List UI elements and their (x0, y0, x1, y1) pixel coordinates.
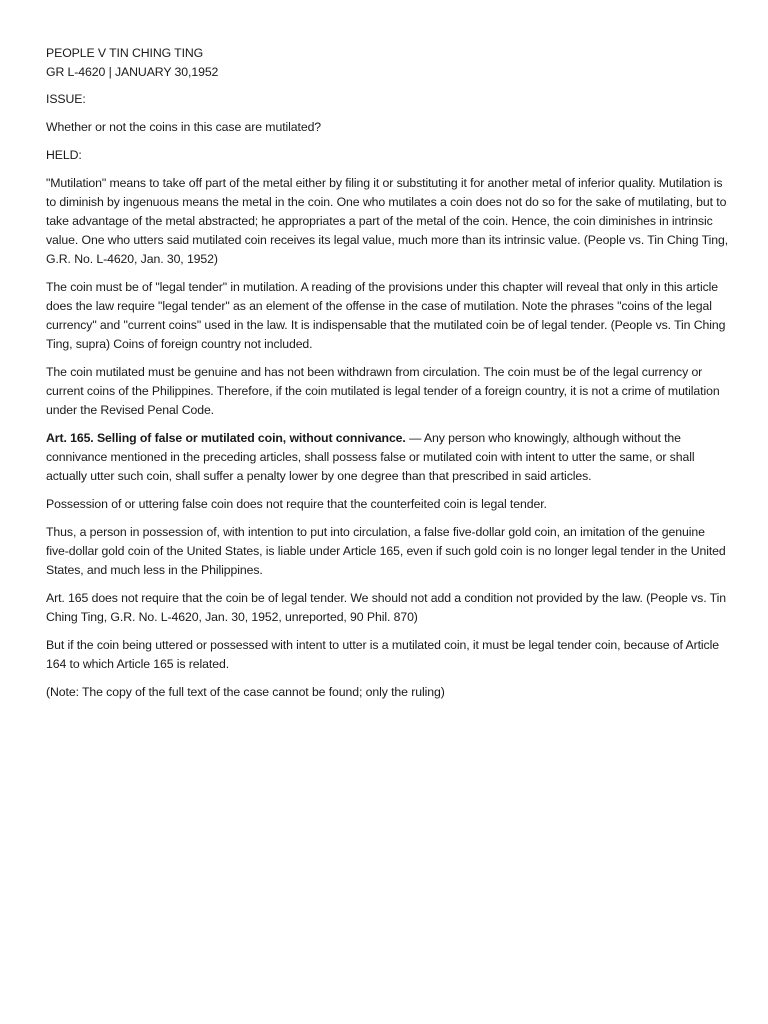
case-number: GR L-4620 | JANUARY 30,1952 (46, 65, 219, 79)
issue-text: Whether or not the coins in this case are mutilated? (46, 120, 322, 134)
paragraph-legal-tender: The coin must be of "legal tender" in mutilation. A reading of the provisions under this chapter will reveal that only in this article does the law require "legal tender" as an element of the offense in the case of mutilation. Note the phrases "coins of the legal currency" and "current coins" used in the law. It is indispensable that the mutilated coin be of legal tender. (People vs. Tin Ching Ting, supra) Coins of foreign country not included. (46, 280, 726, 351)
issue-label: ISSUE: (46, 92, 86, 106)
held-label: HELD: (46, 148, 82, 162)
article-165-heading: Art. 165. Selling of false or mutilated coin, without connivance. (46, 431, 406, 445)
paragraph-possession: Possession of or uttering false coin does not require that the counterfeited coin is legal tender. (46, 497, 547, 511)
document-page (46, 44, 730, 711)
paragraph-mutilation-definition: "Mutilation" means to take off part of the metal either by filing it or substituting it for another metal of inferior quality. Mutilation is to diminish by ingenuous means the metal in the coin. One who mutilates a coin does not do so for the sake of mutilating, but to take advantage of the metal abstracted; he appropriates a part of the metal of the coin. Hence, the coin diminishes in intrinsic value. One who utters said mutilated coin receives its legal value, much more than its intrinsic value. (People vs. Tin Ching Ting, G.R. No. L-4620, Jan. 30, 1952) (46, 176, 729, 266)
paragraph-genuine-coin: The coin mutilated must be genuine and has not been withdrawn from circulation. The coin must be of the legal currency or current coins of the Philippines. Therefore, if the coin mutilated is legal tender of a foreign country, it is not a crime of mutilation under the Revised Penal Code. (46, 365, 720, 417)
case-title: PEOPLE V TIN CHING TING (46, 46, 204, 60)
paragraph-art-165-not-required: Art. 165 does not require that the coin be of legal tender. We should not add a condition not provided by the law. (People vs. Tin Ching Ting, G.R. No. L-4620, Jan. 30, 1952, unreported, 90 Phil. 870) (46, 591, 726, 624)
note-text: (Note: The copy of the full text of the case cannot be found; only the ruling) (46, 685, 445, 699)
paragraph-article-165 (46, 429, 730, 486)
article-165-body: — Any person who knowingly, although without the connivance mentioned in the preceding articles, shall possess false or mutilated coin with intent to utter the same, or shall actually utter such coin, shall suffer a penalty lower by one degree than that prescribed in said articles. (46, 431, 695, 483)
paragraph-gold-coin: Thus, a person in possession of, with intention to put into circulation, a false five-dollar gold coin, an imitation of the genuine five-dollar gold coin of the United States, is liable under Article 165, even if such gold coin is no longer legal tender in the United States, and much less in the Philippines. (46, 525, 726, 577)
paragraph-mutilated-coin-exception: But if the coin being uttered or possessed with intent to utter is a mutilated coin, it must be legal tender coin, because of Article 164 to which Article 165 is related. (46, 638, 719, 671)
